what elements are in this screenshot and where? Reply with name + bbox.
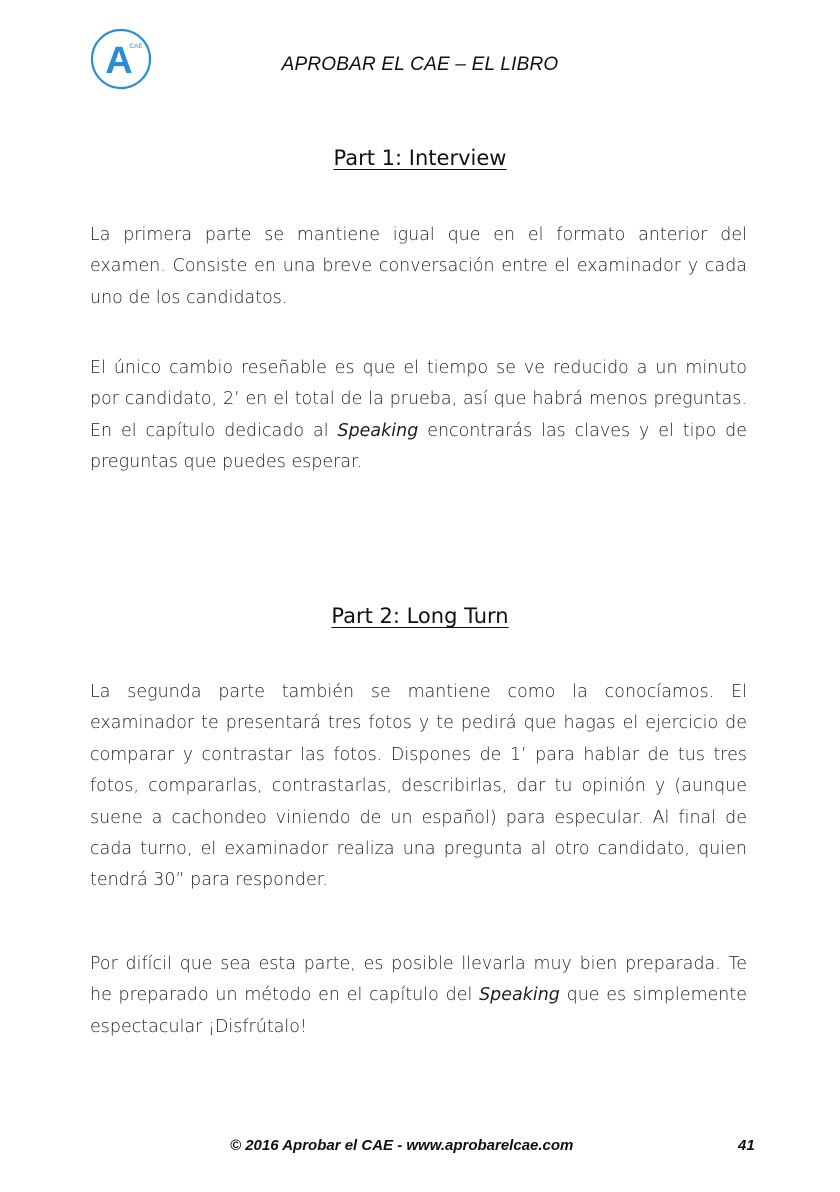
footer-copyright: © 2016 Aprobar el CAE - www.aprobarelcae.com <box>230 1137 574 1154</box>
paragraph-part1-intro <box>90 220 747 314</box>
paragraph-emphasis: Speaking <box>479 985 560 1006</box>
paragraph-text: encontrarás las claves y el tipo de preguntas que puedes esperar. <box>90 420 747 473</box>
page-number: 41 <box>738 1137 755 1154</box>
paragraph-emphasis: Speaking <box>337 420 419 441</box>
paragraph-text: que es simplemente espectacular ¡Disfrútalo! <box>90 985 747 1037</box>
paragraph-part2-method <box>90 949 747 1043</box>
paragraph-text: El único cambio reseñable es que el tiempo se ve reducido a un minuto por candidato, 2’ en el total de la prueba, así que habrá menos preguntas. En el capítulo dedicado al <box>90 358 747 441</box>
section-title-part-2: Part 2: Long Turn <box>331 604 509 628</box>
running-header: APROBAR EL CAE – EL LIBRO <box>281 54 559 75</box>
paragraph-part2-intro <box>90 677 747 897</box>
logo-small-text: CAE <box>129 43 143 50</box>
paragraph-text: Por difícil que sea esta parte, es posible llevarla muy bien preparada. Te he preparado un método en el capítulo del <box>90 954 747 1006</box>
section-title-part-1: Part 1: Interview <box>333 146 507 170</box>
paragraph-text: La primera parte se mantiene igual que en el formato anterior del examen. Consiste en una breve conversación entre el examinador y cada uno de los candidatos. <box>90 225 747 308</box>
paragraph-part1-change <box>90 353 747 479</box>
logo-letter: A <box>105 40 133 82</box>
paragraph-text: La segunda parte también se mantiene como la conocíamos. El examinador te presentará tres fotos y te pedirá que hagas el ejercicio de comparar y contrastar las fotos. Dispones de 1’ para hablar de tus tres fotos, compararlas, contrastarlas, describirlas, dar tu opinión y (aunque suene a cachondeo viniendo de un español) para especular. Al final de cada turno, el examinador realiza una pregunta al otro candidato, quien tendrá 30” para responder. <box>90 682 747 891</box>
